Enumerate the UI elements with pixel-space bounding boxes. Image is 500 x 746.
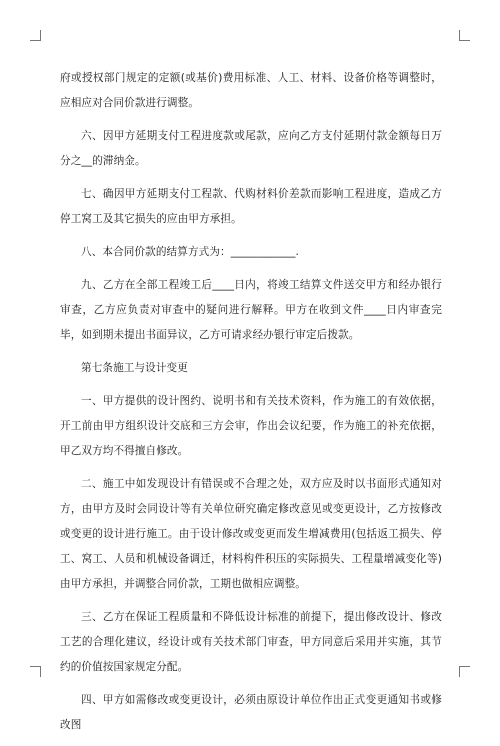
- paragraph-8: 二、施工中如发现设计有错误或不合理之处，双方应及时以书面形式通知对方，由甲方及时会同设计等有关单位研究确定修改意见或变更设计，乙方按修改或变更的设计进行施工。由于设计修改或变更而发生增减费用(包括返工损失、停工、窝工、人员和机械设备调迁，材料构件积压的实际损失、工程量增减变化等)由甲方承担，并调整合同价款，工期也做相应调整。: [60, 478, 442, 590]
- crop-mark-bottom-right: [459, 666, 470, 677]
- paragraph-1: 府或授权部门规定的定额(或基价)费用标准、人工、材料、设备价格等调整时，应相应对合同价款进行调整。: [60, 72, 442, 109]
- crop-mark-top-left: [30, 30, 41, 41]
- document-body: [60, 66, 442, 746]
- paragraph-9: 三、乙方在保证工程质量和不降低设计标准的前提下，提出修改设计、修改工艺的合理化建议，经设计或有关技术部门审查，甲方同意后采用并实施，其节约的价值按国家规定分配。: [60, 611, 442, 673]
- paragraph-10: 四、甲方如需修改或变更设计，必须由原设计单位作出正式变更通知书或修改图: [60, 694, 442, 731]
- section-heading: 第七条施工与设计变更: [81, 362, 188, 374]
- paragraph-7: 一、甲方提供的设计图约、说明书和有关技术资料，作为施工的有效依据，开工前由甲方组织设计交底和三方会审，作出会议纪要，作为施工的补充依据，甲乙双方均不得擅自修改。: [60, 395, 442, 457]
- paragraph-2: 六、因甲方延期支付工程进度款或尾款，应向乙方支付延期付款金额每日万分之__的滞纳金。: [60, 130, 442, 167]
- paragraph-4: 八、本合同价款的结算方式为：____________.: [81, 246, 299, 258]
- crop-mark-bottom-left: [30, 666, 41, 677]
- paragraph-3: 七、确因甲方延期支付工程款、代购材料价差款而影响工程进度，造成乙方停工窝工及其它损失的应由甲方承担。: [60, 188, 442, 225]
- paragraph-5: 九、乙方在全部工程竣工后____日内，将竣工结算文件送交甲方和经办银行审查，乙方应负责对审查中的疑问进行解释。甲方在收到文件____日内审查完毕，如到期未提出书面异议，乙方可请求经办银行审定后拨款。: [60, 279, 442, 341]
- crop-mark-top-right: [459, 30, 470, 41]
